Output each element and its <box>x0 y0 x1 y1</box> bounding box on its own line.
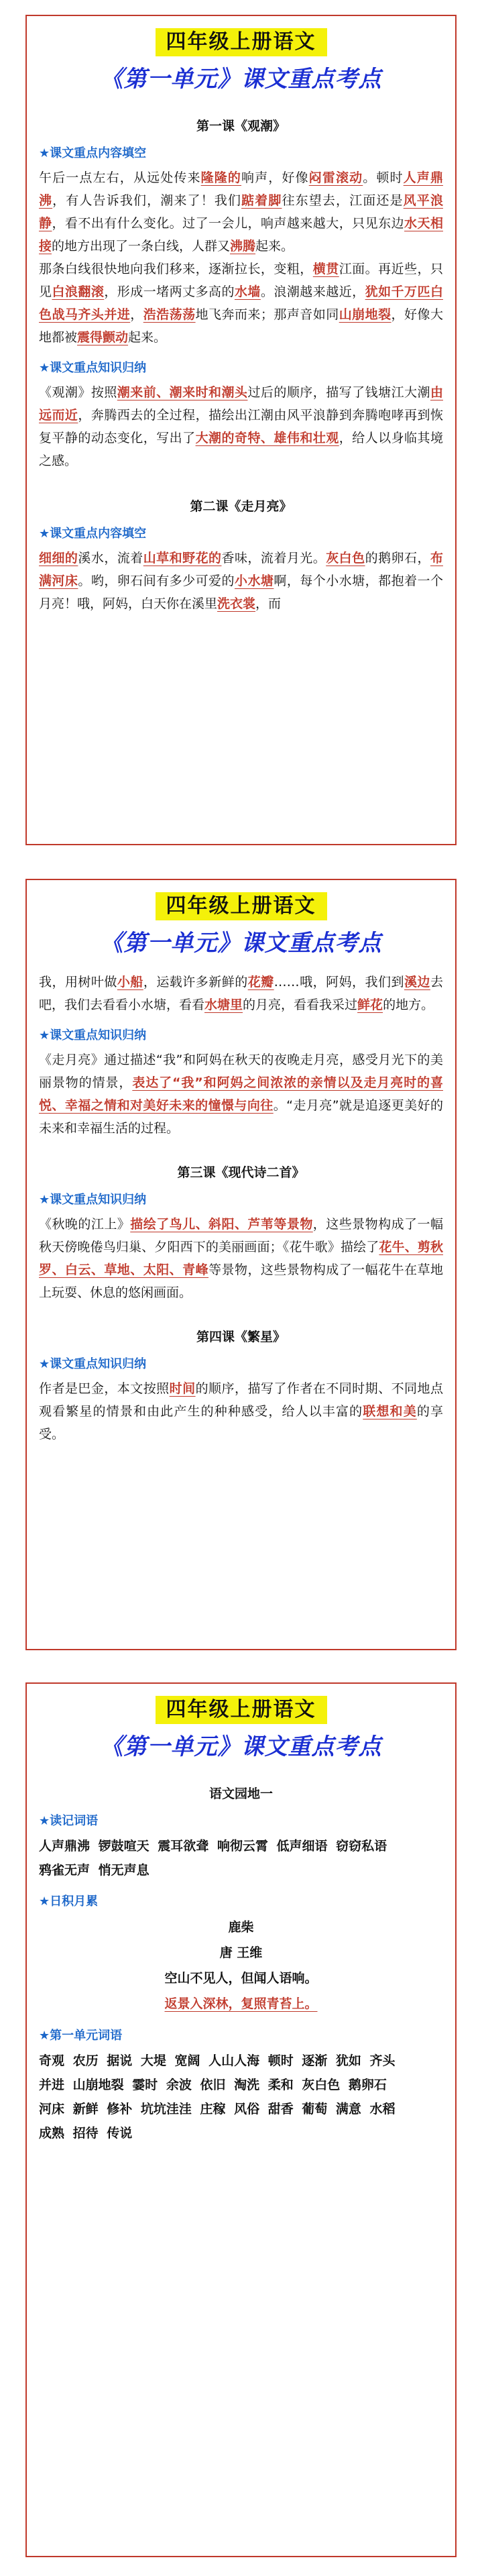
body-text: 往东望去，江面还是 <box>282 193 404 208</box>
doc-subtitle: 《第一单元》课文重点考点 <box>100 930 382 957</box>
body-text: 的享受。 <box>39 1404 443 1442</box>
word-row: 河床 新鲜 修补 坑坑洼洼 庄稼 风俗 甜香 葡萄 满意 水稻 <box>39 2102 396 2116</box>
doc-title: 四年级上册语文 <box>156 892 327 920</box>
section-heading: ★课文重点内容填空 <box>39 527 147 541</box>
doc-subtitle: 《第一单元》课文重点考点 <box>100 1733 382 1760</box>
highlight-text: 洗衣裳 <box>217 596 256 611</box>
body-text: 溪水，流着 <box>78 551 143 566</box>
doc-title: 四年级上册语文 <box>156 28 327 56</box>
header <box>27 892 455 957</box>
page-3 <box>25 1682 457 2557</box>
word-row: 奇观 农历 据说 大堤 宽阔 人山人海 顿时 逐渐 犹如 齐头 <box>39 2053 396 2068</box>
word-row: 人声鼎沸 锣鼓喧天 震耳欲聋 响彻云霄 低声细语 窃窃私语 <box>39 1839 387 1854</box>
page-2 <box>25 879 457 1650</box>
body-text: ，这些景物构成了一幅秋天傍晚倦鸟归巢、夕阳西下的美丽画面；《花牛歌》描绘了 <box>39 1217 443 1254</box>
poem-author: 唐 王维 <box>219 1945 263 1960</box>
highlight-text: 沸腾 <box>230 239 256 254</box>
highlight-text: 描绘了鸟儿、斜阳、芦苇等景物 <box>130 1217 313 1232</box>
section-heading: ★课文重点知识归纳 <box>39 361 147 375</box>
body-text: ，奔腾西去的全过程，描绘出江潮由风平浪静到奔腾咆哮再到恢复平静的动态变化，写出了 <box>39 408 443 445</box>
body-text: 香味，流着月光。 <box>221 551 326 566</box>
header <box>27 1696 455 1761</box>
highlight-text: 大潮的奇特、雄伟和壮观 <box>195 431 339 445</box>
body-text: 。“走月亮”就是追逐更美好的未来和幸福生活的过程。 <box>39 1098 443 1136</box>
highlight-text: 小船 <box>117 975 143 989</box>
body-text: ，有人告诉我们，潮来了！我们 <box>52 193 242 208</box>
word-row: 并进 山崩地裂 霎时 余波 依旧 淘洗 柔和 灰白色 鹅卵石 <box>39 2078 387 2092</box>
section-heading: ★课文重点知识归纳 <box>39 1193 147 1207</box>
highlight-text: 山崩地裂 <box>339 307 391 322</box>
body-text: 作者是巴金，本文按照 <box>39 1381 170 1396</box>
header <box>27 28 455 93</box>
section-heading: ★读记词语 <box>39 1814 99 1828</box>
poem-line: 返景入深林，复照青苔上。 <box>164 1996 318 2011</box>
highlight-text: 震得颤动 <box>77 330 129 345</box>
body-text: ， <box>130 307 143 322</box>
garden-title: 语文园地一 <box>208 1786 273 1801</box>
body-text: ，运载许多新鲜的 <box>143 975 248 989</box>
body-text: 地飞奔而来；那声音如同 <box>195 307 339 322</box>
highlight-text: 水塘里 <box>204 998 243 1012</box>
body-text: 。顿时 <box>363 170 404 185</box>
paragraph <box>39 971 443 1016</box>
highlight-text: 横贯 <box>312 262 339 276</box>
section-heading: ★日积月累 <box>39 1894 99 1909</box>
highlight-text: 小水塘 <box>234 574 274 588</box>
section-heading: ★课文重点知识归纳 <box>39 1357 147 1371</box>
highlight-text: 花瓣 <box>247 975 274 989</box>
poem-line-wrap <box>39 1991 443 2017</box>
poem-title: 鹿柴 <box>228 1920 254 1935</box>
body-text: 的地方。 <box>383 998 434 1012</box>
body-text: 啊，每个小水塘，都抱着一个月亮！哦，阿妈，白天你在溪里 <box>39 574 443 611</box>
lesson-title: 第二课《走月亮》 <box>190 499 292 514</box>
body-text: 起来。 <box>255 239 294 254</box>
highlight-text: 人声鼎沸 <box>39 170 443 208</box>
section-heading: ★课文重点知识归纳 <box>39 1028 147 1042</box>
section-heading: ★课文重点内容填空 <box>39 146 147 160</box>
highlight-text: 犹如千万匹白色战马齐头并进 <box>39 284 443 322</box>
highlight-text: 踮着脚 <box>241 193 282 208</box>
body-text: 午后一点左右，从远处传来 <box>39 170 201 185</box>
highlight-text: 水天相接 <box>39 216 443 254</box>
highlight-text: 潮来前、潮来时和潮头 <box>117 385 248 400</box>
word-row: 成熟 招待 传说 <box>39 2126 133 2141</box>
lesson-title: 第一课《观潮》 <box>196 119 286 133</box>
highlight-text: 时间 <box>169 1381 196 1396</box>
body-text: 等景物，这些景物构成了一幅花牛在草地上玩耍、休息的悠闲画面。 <box>39 1263 443 1300</box>
highlight-text: 联想和美 <box>363 1404 417 1419</box>
body-text: ，而 <box>255 596 282 611</box>
paragraph <box>39 547 443 615</box>
paragraph <box>39 1377 443 1446</box>
word-row: 鸦雀无声 悄无声息 <box>39 1863 149 1878</box>
body-text: 响声，好像 <box>241 170 309 185</box>
paragraph <box>39 1049 443 1140</box>
body-text: 过后的顺序，描写了钱塘江大潮 <box>247 385 430 400</box>
highlight-text: 隆隆的 <box>200 170 242 185</box>
lesson-title: 第四课《繁星》 <box>196 1330 286 1344</box>
highlight-text: 山草和野花的 <box>143 551 222 566</box>
body-text: 《秋晚的江上》 <box>39 1217 131 1232</box>
body-text: 的月亮，看看我采过 <box>243 998 358 1012</box>
body-text: 。浪潮越来越近， <box>260 284 365 299</box>
highlight-text: 表达了“我”和阿妈之间浓浓的亲情以及走月亮时的喜悦、幸福之情和对美好未来的憧憬与向往 <box>39 1075 443 1113</box>
body-text: 的鹅卵石， <box>365 551 430 566</box>
body-text: 我，用树叶做 <box>39 975 117 989</box>
highlight-text: 溪边 <box>404 975 430 989</box>
body-text: 起来。 <box>128 330 167 345</box>
highlight-text: 布满河床 <box>39 551 443 588</box>
body-text: 江面。再近些，只见 <box>39 262 443 299</box>
body-text: ，形成一堵两丈多高的 <box>104 284 235 299</box>
highlight-text: 白浪翻滚 <box>52 284 105 299</box>
doc-title: 四年级上册语文 <box>156 1696 327 1724</box>
body-text: 《走月亮》通过描述“我”和阿妈在秋天的夜晚走月亮，感受月光下的美丽景物的情景， <box>39 1053 443 1090</box>
highlight-text: 风平浪静 <box>39 193 443 231</box>
doc-subtitle: 《第一单元》课文重点考点 <box>100 66 382 93</box>
highlight-text: 细细的 <box>39 551 78 566</box>
body-text: 《观潮》按照 <box>39 385 117 400</box>
body-text: 。哟，卵石间有多少可爱的 <box>78 574 235 588</box>
poem-line: 空山不见人，但闻人语响。 <box>164 1971 318 1986</box>
body-text: 那条白线很快地向我们移来，逐渐拉长，变粗， <box>39 262 313 276</box>
highlight-text: 花牛、剪秋罗、白云、草地、太阳、青峰 <box>39 1240 443 1277</box>
body-text: ……哦，阿妈，我们到 <box>274 975 404 989</box>
highlight-text: 浩浩荡荡 <box>143 307 196 322</box>
lesson-title: 第三课《现代诗二首》 <box>177 1165 305 1180</box>
paragraph <box>39 258 443 349</box>
body-text: 去吧，我们去看看小水塘，看看 <box>39 975 443 1012</box>
body-text: 的地方出现了一条白线，人群又 <box>52 239 231 254</box>
body-text: ，好像大地都被 <box>39 307 443 345</box>
page-1 <box>25 15 457 845</box>
body-text: ，给人以身临其境之感。 <box>39 431 443 468</box>
paragraph <box>39 1213 443 1304</box>
highlight-text: 水墙 <box>234 284 261 299</box>
paragraph <box>39 381 443 472</box>
section-heading: ★第一单元词语 <box>39 2029 123 2043</box>
highlight-text: 闷雷滚动 <box>308 170 363 185</box>
body-text: ，看不出有什么变化。过了一会儿，响声越来越大，只见东边 <box>52 216 405 231</box>
body-text: 的顺序，描写了作者在不同时期、不同地点观看繁星的情景和由此产生的种种感受，给人以丰富的 <box>39 1381 443 1419</box>
highlight-text: 由远而近 <box>39 385 443 423</box>
paragraph <box>39 166 443 258</box>
highlight-text: 鲜花 <box>357 998 383 1012</box>
highlight-text: 灰白色 <box>326 551 365 566</box>
